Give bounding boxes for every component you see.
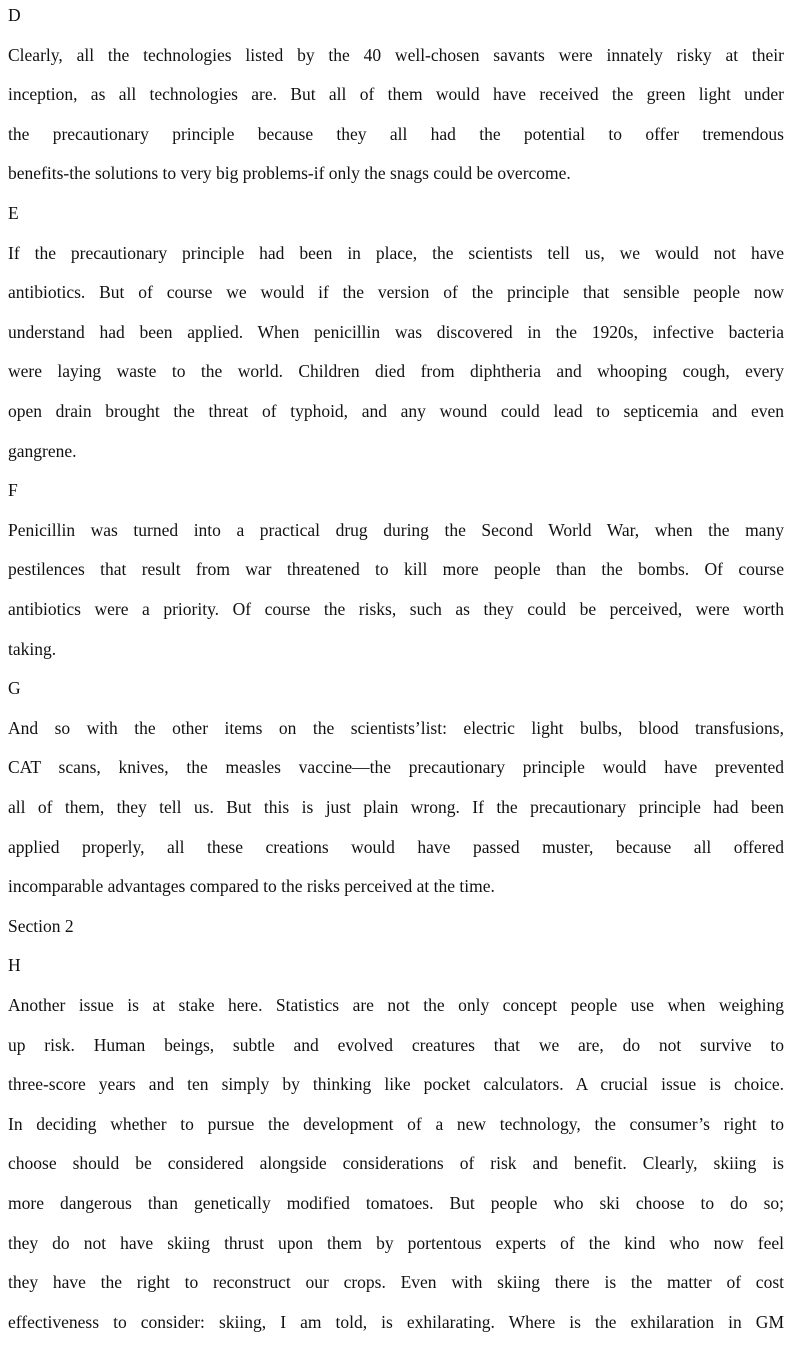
text-line: CAT scans, knives, the measles vaccine—the precautionary principle would have prevented <box>8 757 784 778</box>
text-line: pestilences that result from war threatened to kill more people than the bombs. Of course <box>8 559 784 580</box>
text-line: up risk. Human beings, subtle and evolved creatures that we are, do not survive to <box>8 1034 784 1055</box>
text-line: open drain brought the threat of typhoid, and any wound could lead to septicemia and even <box>8 401 784 421</box>
text-line: F <box>8 480 18 501</box>
text-line: benefits-the solutions to very big problems-if only the snags could be overcome. <box>8 163 571 184</box>
text-line: H <box>8 955 21 976</box>
text-line: understand had been applied. When penicillin was discovered in the 1920s, infective bacteria <box>8 321 784 342</box>
text-line: gangrene. <box>8 440 77 461</box>
text-line: E <box>8 203 19 223</box>
text-line: incomparable advantages compared to the risks perceived at the time. <box>8 876 495 897</box>
text-line: the precautionary principle because they all had the potential to offer tremendous <box>8 123 784 144</box>
text-line: inception, as all technologies are. But all of them would have received the green light under <box>8 84 784 105</box>
text-line: Penicillin was turned into a practical drug during the Second World War, when the many <box>8 519 784 540</box>
text-line: all of them, they tell us. But this is just plain wrong. If the precautionary principle had been <box>8 797 784 817</box>
text-line: antibiotics were a priority. Of course the risks, such as they could be perceived, were worth <box>8 599 784 619</box>
text-line: taking. <box>8 638 57 659</box>
text-line: they do not have skiing thrust upon them by portentous experts of the kind who now feel <box>8 1232 784 1253</box>
text-line: choose should be considered alongside considerations of risk and benefit. Clearly, skiing is <box>8 1153 784 1174</box>
text-line: three-score years and ten simply by thinking like pocket calculators. A crucial issue is choice. <box>8 1074 784 1095</box>
text-line: were laying waste to the world. Children died from diphtheria and whooping cough, every <box>8 361 784 382</box>
text-line: If the precautionary principle had been in place, the scientists tell us, we would not have <box>8 242 784 263</box>
text-line: effectiveness to consider: skiing, I am told, is exhilarating. Where is the exhilaration in GM <box>8 1311 784 1332</box>
text-line: more dangerous than genetically modified tomatoes. But people who ski choose to do so; <box>8 1193 784 1213</box>
text-line: antibiotics. But of course we would if the version of the principle that sensible people now <box>8 282 784 303</box>
text-line: they have the right to reconstruct our crops. Even with skiing there is the matter of cost <box>8 1272 784 1293</box>
text-line: Another issue is at stake here. Statistics are not the only concept people use when weighing <box>8 995 784 1015</box>
text-line: In deciding whether to pursue the development of a new technology, the consumer’s right to <box>8 1113 784 1134</box>
text-line: D <box>8 5 21 25</box>
text-line: Clearly, all the technologies listed by the 40 well-chosen savants were innately risky at their <box>8 44 784 65</box>
text-line: applied properly, all these creations would have passed muster, because all offered <box>8 836 784 857</box>
text-line: G <box>8 678 21 699</box>
text-line: Section 2 <box>8 915 74 936</box>
text-line: And so with the other items on the scientists’list: electric light bulbs, blood transfusions, <box>8 717 784 738</box>
